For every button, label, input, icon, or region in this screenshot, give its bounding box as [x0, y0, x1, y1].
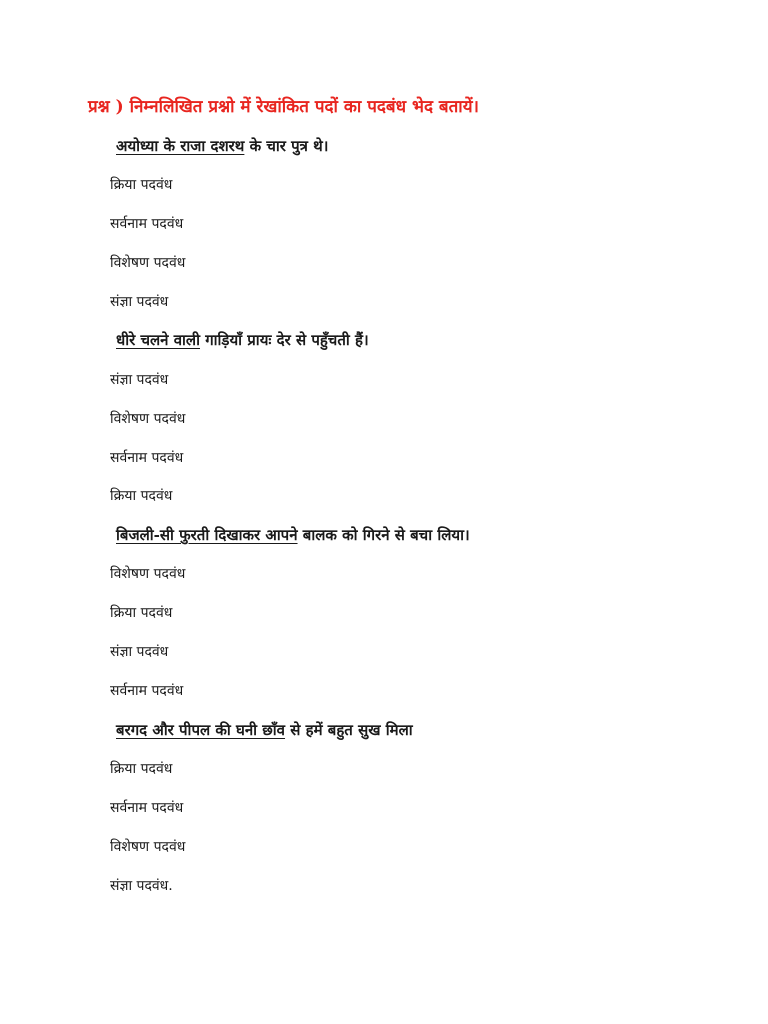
question-1-option-2: सर्वनाम पदवंध — [110, 216, 184, 232]
question-2-option-4: क्रिया पदवंध — [110, 488, 173, 504]
instruction-heading: प्रश्न ) निम्नलिखित प्रश्नो में रेखांकित पदों का पदबंध भेद बतायें। — [88, 97, 479, 117]
question-3-option-4: सर्वनाम पदवंध — [110, 683, 184, 699]
question-1-option-1: क्रिया पदवंध — [110, 177, 173, 193]
question-3 — [116, 525, 470, 545]
question-2-option-3: सर्वनाम पदवंध — [110, 450, 184, 466]
question-3-underlined-phrase: बिजली-सी फुरती दिखाकर आपने — [116, 526, 298, 544]
question-4-option-4: संज्ञा पदवंध. — [110, 878, 173, 894]
question-2-rest: गाड़ियाँ प्रायः देर से पहुँचती हैं। — [200, 331, 369, 349]
question-4-option-1: क्रिया पदवंध — [110, 761, 173, 777]
question-4-rest: से हमें बहुत सुख मिला — [285, 721, 413, 739]
question-1-option-3: विशेषण पदवंध — [110, 255, 186, 271]
question-1-rest: के चार पुत्र थे। — [244, 137, 329, 155]
question-1-underlined-phrase: अयोध्या के राजा दशरथ — [116, 137, 245, 155]
question-2 — [116, 330, 369, 350]
question-4 — [116, 720, 413, 740]
question-4-option-2: सर्वनाम पदवंध — [110, 800, 184, 816]
question-2-option-1: संज्ञा पदवंध — [110, 372, 169, 388]
question-4-option-3: विशेषण पदवंध — [110, 839, 186, 855]
question-3-option-3: संज्ञा पदवंध — [110, 644, 169, 660]
question-1-option-4: संज्ञा पदवंध — [110, 294, 169, 310]
question-2-option-2: विशेषण पदवंध — [110, 411, 186, 427]
question-4-underlined-phrase: बरगद और पीपल की घनी छाँव — [116, 721, 286, 739]
question-3-option-2: क्रिया पदवंध — [110, 605, 173, 621]
question-2-underlined-phrase: धीरे चलने वाली — [116, 331, 200, 349]
question-3-rest: बालक को गिरने से बचा लिया। — [297, 526, 470, 544]
question-1 — [116, 136, 328, 156]
question-3-option-1: विशेषण पदवंध — [110, 566, 186, 582]
